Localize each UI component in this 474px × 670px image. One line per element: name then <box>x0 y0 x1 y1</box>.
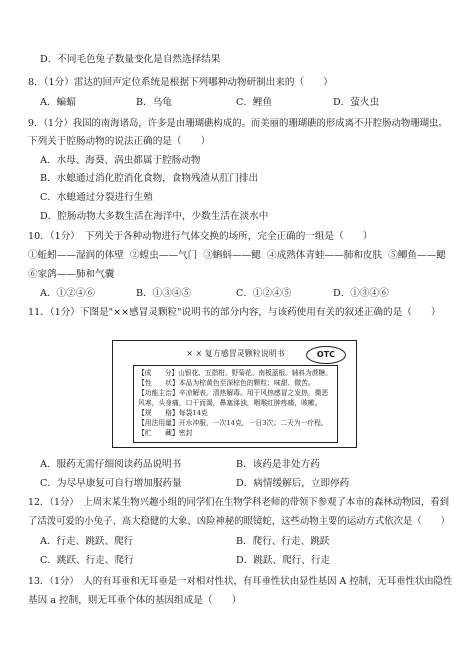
q11-stem: 11．（1分）下图是"××感冒灵颗粒"说明书的部分内容，与该药使用有关的叙述正确的是（ ） <box>28 307 441 318</box>
q10-pairs-line2: ⑥家鸽——肺和气囊 <box>28 269 115 280</box>
leaflet-line-indications: 【功能主治】辛凉解表，清热解毒。用于风热感冒之发热，微恶 <box>138 389 329 397</box>
leaflet-content-box <box>133 365 338 443</box>
q12-option-b: B．爬行、行走、跳跃 <box>236 536 330 547</box>
q10-stem: 10．（1分） 下列关于各种动物进行气体交换的场所，完全正确的一组是（ ） <box>28 231 373 242</box>
leaflet-line-ingredients: 【成 分】山银花、五指柑、野菊花、南板蓝根。辅料为蔗糖。 <box>138 369 332 377</box>
q10-option-b: B．①③④⑤ <box>136 288 192 299</box>
leaflet-line-indications-cont: 风寒，头身痛，口干而渴，鼻塞涕浊，咽喉红肿疼痛，咳嗽。 <box>138 399 322 407</box>
leaflet-title: × × 复方感冒灵颗粒说明书 <box>186 349 285 358</box>
q8-option-b: B．乌龟 <box>136 97 172 108</box>
q12-option-c: C．跳跃、行走、爬行 <box>40 555 134 566</box>
q10-option-c: C．①②④⑤ <box>236 288 292 299</box>
q7-option-d: D．不同毛色兔子数量变化是自然选择结果 <box>40 54 221 65</box>
q11-option-a: A．服药无需仔细阅读药品说明书 <box>40 459 182 470</box>
q9-option-c: C．水螅通过分裂进行生殖 <box>40 192 153 203</box>
q12-option-a: A．行走、跳跃、爬行 <box>40 536 134 547</box>
q12-stem-line2: 了活泼可爱的小兔子、高大稳健的大象、凶险神秘的眼镜蛇，这些动物主要的运动方式依次是（ ） <box>28 516 450 527</box>
leaflet-line-dosage: 【用法用量】开水冲服，一次14克，一日3次；二天为一疗程。 <box>138 419 328 427</box>
q10-pair-5: ⑤鲫鱼——鳃 <box>388 250 446 261</box>
q8-option-d: D．萤火虫 <box>333 97 380 108</box>
q9-option-b: B．水螅通过消化腔消化食物，食物残渣从肛门排出 <box>40 173 259 184</box>
leaflet-line-spec: 【规 格】每袋14克 <box>138 409 208 417</box>
q10-option-a: A．①②④⑥ <box>40 288 95 299</box>
q11-option-c: C．为尽早康复可自行增加服药量 <box>40 478 182 489</box>
q12-stem-line1: 12．（1分） 上周末某生物兴趣小组的同学们在生物学科老师的带领下参观了本市的森林动物园，看到 <box>28 497 450 508</box>
q10-pair-3: ③蝌蚪——鳃 <box>203 250 261 261</box>
leaflet-line-storage: 【贮 藏】密封 <box>138 429 193 437</box>
q11-option-d: D．病情缓解后，立即停药 <box>236 478 350 489</box>
q9-option-d: D．腔肠动物大多数生活在海洋中，少数生活在淡水中 <box>40 211 269 222</box>
q9-option-a: A．水母、海葵、涡虫都属于腔肠动物 <box>40 155 201 166</box>
q9-stem-line1: 9．（1分）我国的南海诸岛，许多是由珊瑚礁构成的。而美丽的珊瑚礁的形成离不开腔肠动物珊瑚虫。 <box>28 118 448 129</box>
q10-pair-1: ①蚯蚓——湿润的体壁 <box>28 250 124 261</box>
otc-badge: OTC <box>306 346 346 364</box>
q10-pair-4: ④成熟体青蛙——肺和皮肤 <box>266 250 383 261</box>
q10-pairs-line1 <box>28 250 446 262</box>
q10-pair-2: ②蝗虫——气门 <box>130 250 198 261</box>
medicine-leaflet-figure <box>112 340 357 448</box>
q8-stem: 8．（1分）雷达的回声定位系统是根据下列哪种动物研制出来的（ ） <box>28 77 333 88</box>
q8-option-a: A．蝙蝠 <box>40 97 76 108</box>
q10-option-d: D．①③④⑥ <box>333 288 389 299</box>
leaflet-line-appearance: 【性 状】本品为棕黄色至深棕色的颗粒；味甜、微苦。 <box>138 379 315 387</box>
q8-option-c: C．鲤鱼 <box>236 97 273 108</box>
q11-option-b: B．该药是非处方药 <box>236 459 320 470</box>
q9-stem-line2: 下列关于腔肠动物的说法正确的是（ ） <box>28 136 211 147</box>
q13-stem-line1: 13．（1分） 人的有耳垂和无耳垂是一对相对性状，有耳垂性状由显性基因 A 控制，无耳垂性状由隐性 <box>28 576 453 587</box>
q13-stem-line2: 基因 a 控制，则无耳垂个体的基因组成是（ ） <box>28 595 242 606</box>
q12-option-d: D．跳跃、爬行、行走 <box>236 555 331 566</box>
